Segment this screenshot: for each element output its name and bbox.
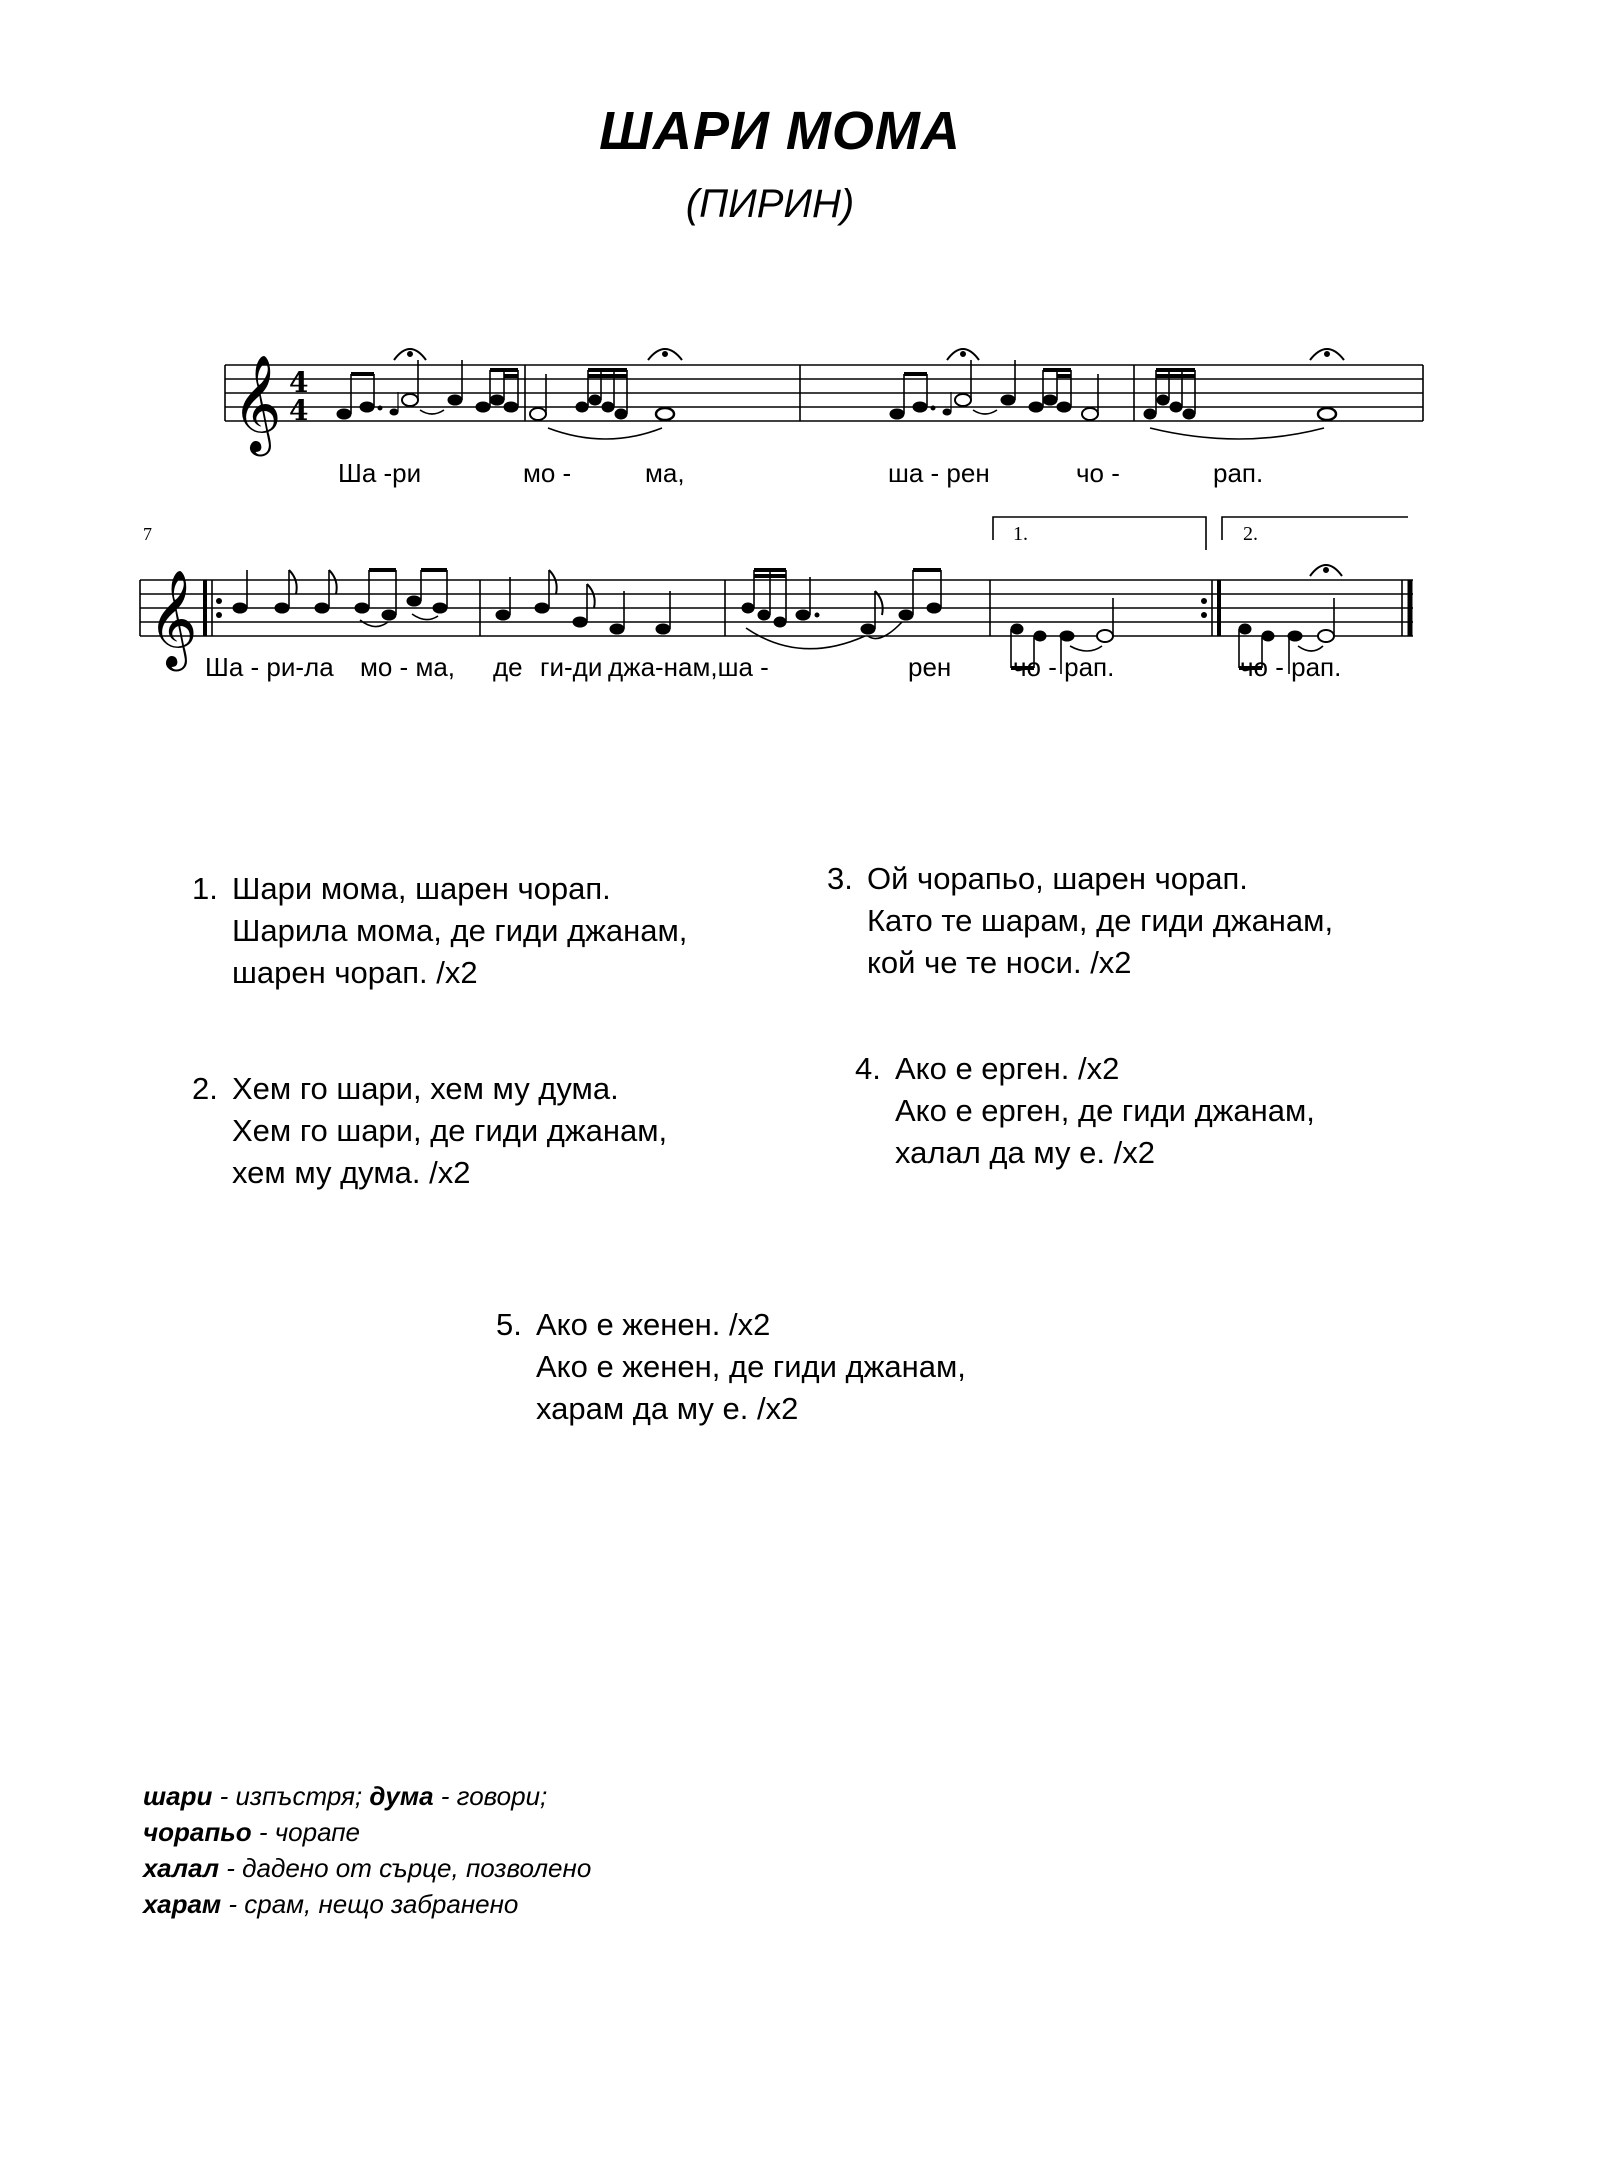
treble-clef-icon-2: 𝄞 — [148, 569, 198, 667]
glossary-term: халал — [143, 1853, 220, 1883]
volta-1-label: 1. — [1013, 523, 1028, 545]
verse-line: Хем го шари, де гиди джанам, — [232, 1113, 668, 1148]
verse-line: халал да му е. /x2 — [895, 1135, 1155, 1170]
lyric-2-4: ги-ди — [540, 652, 603, 682]
lyric-2-7: чо - рап. — [1013, 652, 1115, 682]
notes-measure-3 — [890, 349, 1098, 420]
time-signature-top: 4 — [289, 366, 309, 399]
lyric-2-8: чо - рап. — [1240, 652, 1342, 682]
glossary-definition: - изпъстря; — [212, 1781, 370, 1811]
glossary-term: харам — [143, 1889, 222, 1919]
verse-number: 4. — [855, 1051, 881, 1086]
lyric-1-1: Ша -ри — [338, 458, 422, 488]
verse-line: Шари мома, шарен чорап. — [232, 871, 611, 906]
notes-measure-9 — [742, 570, 941, 649]
notes-measure-2 — [530, 349, 682, 439]
glossary-entry — [143, 1850, 591, 1886]
glossary-term: чорапьо — [143, 1817, 252, 1847]
volta-brackets — [993, 517, 1408, 550]
lyric-1-4: ша - рен — [888, 458, 990, 488]
lyric-2-2: мо - ма, — [360, 652, 455, 682]
verse-line: Ако е ерген. /x2 — [895, 1051, 1120, 1086]
verse-3 — [827, 858, 1333, 984]
verse-line: хем му дума. /x2 — [232, 1155, 471, 1190]
verse-line: шарен чорап. /x2 — [232, 955, 478, 990]
music-score — [0, 300, 1620, 700]
lyric-2-6: рен — [908, 652, 952, 682]
verse-number: 3. — [827, 861, 853, 896]
lyric-1-3: ма, — [645, 458, 685, 488]
glossary-entry — [143, 1814, 591, 1850]
verse-number: 2. — [192, 1071, 218, 1106]
lyric-1-6: рап. — [1213, 458, 1264, 488]
verse-line: харам да му е. /x2 — [536, 1391, 799, 1426]
verse-number: 5. — [496, 1307, 522, 1342]
lyric-1-2: мо - — [523, 458, 572, 488]
glossary-definition: - дадено от сърце, позволено — [219, 1853, 592, 1883]
verse-line: Шарила мома, де гиди джанам, — [232, 913, 688, 948]
notes-measure-7 — [233, 570, 447, 627]
song-title: ШАРИ МОМА — [599, 101, 961, 161]
lyric-2-3: де — [493, 652, 523, 682]
verse-2 — [192, 1068, 667, 1194]
verse-4 — [855, 1048, 1315, 1174]
staff-system-1 — [225, 365, 1423, 421]
glossary — [143, 1778, 591, 1922]
lyric-1-5: чо - — [1076, 458, 1120, 488]
verse-line: Ой чорапьо, шарен чорап. — [867, 861, 1248, 896]
lyric-2-1: Ша - ри-ла — [205, 652, 334, 682]
glossary-definition: - чорапе — [251, 1817, 361, 1847]
verse-line: Като те шарам, де гиди джанам, — [867, 903, 1334, 938]
verse-line: кой че те носи. /x2 — [867, 945, 1132, 980]
measure-number: 7 — [143, 524, 152, 544]
verse-line: Хем го шари, хем му дума. — [232, 1071, 619, 1106]
glossary-entry — [143, 1778, 591, 1814]
song-region: (ПИРИН) — [685, 182, 855, 226]
verse-1 — [192, 868, 687, 994]
glossary-term: шари — [143, 1781, 213, 1811]
verse-line: Ако е ерген, де гиди джанам, — [895, 1093, 1315, 1128]
verse-line: Ако е женен. /x2 — [536, 1307, 771, 1342]
verse-number: 1. — [192, 871, 218, 906]
notes-measure-1 — [337, 349, 518, 419]
glossary-term: дума — [369, 1781, 434, 1811]
glossary-entry — [143, 1886, 591, 1922]
lyric-2-5: джа-нам,ша - — [608, 652, 769, 682]
staff-system-2 — [140, 580, 1413, 636]
treble-clef-icon: 𝄞 — [232, 354, 282, 452]
notes-measure-4 — [1144, 349, 1344, 439]
glossary-definition: - срам, нещо забранено — [221, 1889, 519, 1919]
volta-2-label: 2. — [1243, 523, 1258, 545]
time-signature-bottom: 4 — [289, 394, 309, 427]
verse-line: Ако е женен, де гиди джанам, — [536, 1349, 966, 1384]
verse-5 — [496, 1304, 966, 1430]
glossary-definition: - говори; — [433, 1781, 548, 1811]
